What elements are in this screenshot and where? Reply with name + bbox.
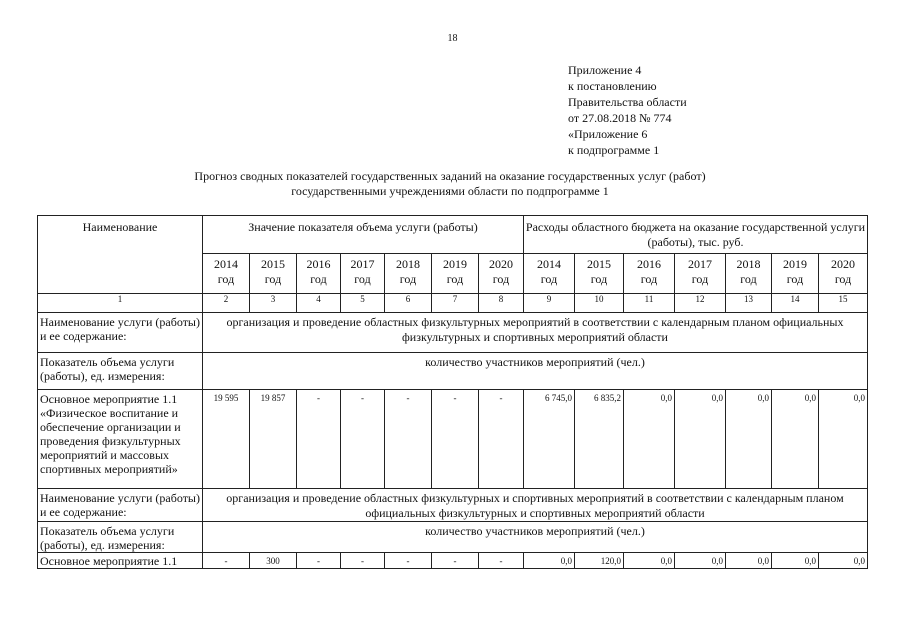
col-number: 2 <box>203 294 250 313</box>
col-number: 5 <box>341 294 385 313</box>
col-number: 12 <box>675 294 726 313</box>
service-row <box>38 313 868 353</box>
indicator-row <box>38 353 868 390</box>
expense-cell: 0,0 <box>726 553 772 569</box>
year-cell: 2020 год <box>479 254 524 294</box>
expense-cell: 0,0 <box>772 390 819 489</box>
year-cell: 2014 год <box>203 254 250 294</box>
service-label: Наименование услуги (работы) и ее содержание: <box>38 313 203 353</box>
header-row <box>38 216 868 254</box>
year-cell: 2020 год <box>819 254 868 294</box>
volume-cell: - <box>203 553 250 569</box>
volume-cell: - <box>432 390 479 489</box>
service-row <box>38 489 868 522</box>
col-number: 10 <box>575 294 624 313</box>
volume-cell: - <box>341 390 385 489</box>
year-cell: 2014 год <box>524 254 575 294</box>
expense-cell: 0,0 <box>675 553 726 569</box>
volume-cell: - <box>341 553 385 569</box>
year-cell: 2016 год <box>297 254 341 294</box>
expense-cell: 0,0 <box>675 390 726 489</box>
service-description: организация и проведение областных физкультурных и спортивных мероприятий в соответствии с календарным планом официальных физкультурных и спортивных мероприятий области <box>203 489 868 522</box>
service-description: организация и проведение областных физкультурных мероприятий в соответствии с календарным планом официальных физкультурных и спортивных мероприятий области <box>203 313 868 353</box>
year-cell: 2017 год <box>675 254 726 294</box>
forecast-table <box>37 215 868 569</box>
indicator-description: количество участников мероприятий (чел.) <box>203 522 868 553</box>
page-number: 18 <box>447 33 458 44</box>
year-cell: 2015 год <box>575 254 624 294</box>
volume-cell: - <box>479 553 524 569</box>
col-number: 3 <box>250 294 297 313</box>
col-number: 8 <box>479 294 524 313</box>
indicator-description: количество участников мероприятий (чел.) <box>203 353 868 390</box>
measure-row <box>38 390 868 489</box>
indicator-label: Показатель объема услуги (работы), ед. измерения: <box>38 353 203 390</box>
col-number: 7 <box>432 294 479 313</box>
measure-label: Основное мероприятие 1.1 «Физическое воспитание и обеспечение организации и проведения физкультурных мероприятий и массовых спортивных мероприятий» <box>38 390 203 489</box>
year-cell: 2016 год <box>624 254 675 294</box>
header-expenses: Расходы областного бюджета на оказание государственной услуги (работы), тыс. руб. <box>524 216 868 254</box>
col-number: 6 <box>385 294 432 313</box>
document-title <box>90 169 810 199</box>
volume-cell: - <box>432 553 479 569</box>
appendix-line: к подпрограмме 1 <box>568 143 660 157</box>
expense-cell: 0,0 <box>819 390 868 489</box>
col-number: 14 <box>772 294 819 313</box>
expense-cell: 120,0 <box>575 553 624 569</box>
indicator-label: Показатель объема услуги (работы), ед. измерения: <box>38 522 203 553</box>
measure-row <box>38 553 868 569</box>
volume-cell: - <box>297 553 341 569</box>
volume-cell: - <box>385 390 432 489</box>
measure-label: Основное мероприятие 1.1 <box>38 553 203 569</box>
year-cell: 2015 год <box>250 254 297 294</box>
col-number: 15 <box>819 294 868 313</box>
expense-cell: 0,0 <box>524 553 575 569</box>
expense-cell: 0,0 <box>624 553 675 569</box>
volume-cell: 19 857 <box>250 390 297 489</box>
expense-cell: 0,0 <box>819 553 868 569</box>
expense-cell: 0,0 <box>726 390 772 489</box>
year-cell: 2019 год <box>432 254 479 294</box>
appendix-block <box>568 62 687 158</box>
expense-cell: 0,0 <box>624 390 675 489</box>
col-number: 4 <box>297 294 341 313</box>
header-volume: Значение показателя объема услуги (работы) <box>203 216 524 254</box>
volume-cell: - <box>479 390 524 489</box>
indicator-row <box>38 522 868 553</box>
volume-cell: 300 <box>250 553 297 569</box>
year-cell: 2018 год <box>385 254 432 294</box>
col-number: 13 <box>726 294 772 313</box>
volume-cell: - <box>297 390 341 489</box>
expense-cell: 0,0 <box>772 553 819 569</box>
col-number: 1 <box>38 294 203 313</box>
appendix-line: от 27.08.2018 № 774 <box>568 111 672 125</box>
volume-cell: - <box>385 553 432 569</box>
year-cell: 2019 год <box>772 254 819 294</box>
appendix-line: «Приложение 6 <box>568 127 648 141</box>
appendix-line: Приложение 4 <box>568 63 642 77</box>
year-cell: 2018 год <box>726 254 772 294</box>
year-cell: 2017 год <box>341 254 385 294</box>
header-name: Наименование <box>38 216 203 294</box>
title-line-1: Прогноз сводных показателей государственных заданий на оказание государственных услуг (работ) <box>194 169 706 183</box>
appendix-line: Правительства области <box>568 95 687 109</box>
appendix-line: к постановлению <box>568 79 657 93</box>
service-label: Наименование услуги (работы) и ее содержание: <box>38 489 203 522</box>
col-number: 9 <box>524 294 575 313</box>
column-numbers-row <box>38 294 868 313</box>
volume-cell: 19 595 <box>203 390 250 489</box>
expense-cell: 6 835,2 <box>575 390 624 489</box>
col-number: 11 <box>624 294 675 313</box>
title-line-2: государственными учреждениями области по подпрограмме 1 <box>291 184 609 198</box>
expense-cell: 6 745,0 <box>524 390 575 489</box>
